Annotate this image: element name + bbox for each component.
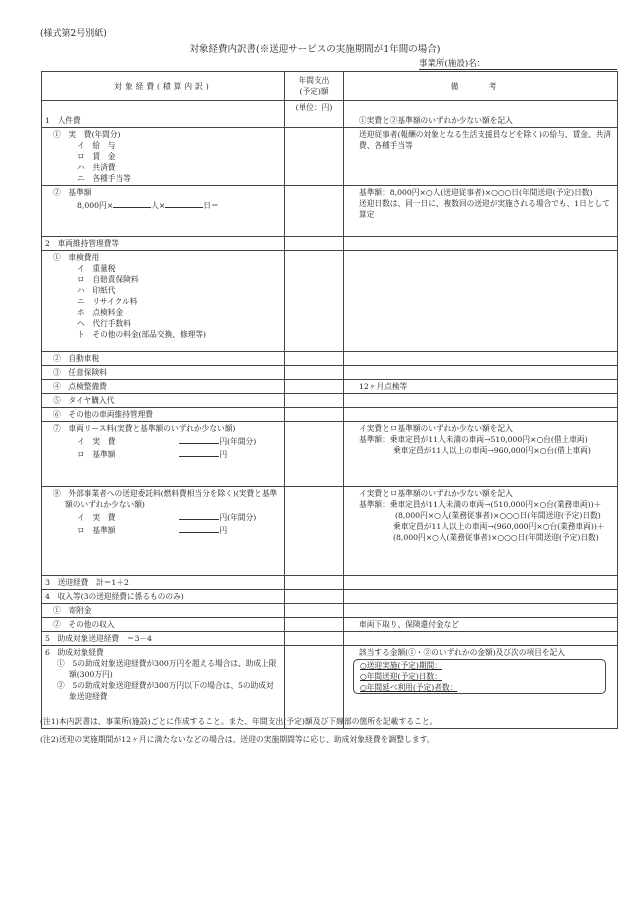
s2-item5-title: ⑤ タイヤ購入代 (53, 396, 115, 405)
form-label: (様式第2号別紙) (40, 29, 107, 39)
section-2-title: 2 車両維持管理費等 (45, 239, 120, 248)
section-4-item-1-row (42, 604, 618, 618)
s6-item2: ② 5の助成対象送迎経費が300万円以下の場合は、5の助成対象送迎経費 (57, 681, 274, 701)
s1-item2-title: ② 基準額 (53, 188, 92, 197)
s6-bracket-users[interactable]: ○年間延べ利用(予定)者数： (360, 683, 458, 692)
section-1-remark: ①実費と②基準額のいずれか少ない額を記入 (359, 116, 513, 125)
s2-item8-remark-1: イ実費とロ基準額のいずれか少ない額を記入 (359, 489, 513, 498)
s2-item8-sub-b: ロ 基準額 円 (45, 523, 281, 536)
office-name-label: 事業所(施設)名： (419, 59, 486, 69)
s2-item7-sub-a: イ 実 費 円(年間分) (45, 434, 281, 447)
days-blank[interactable] (165, 198, 203, 208)
s2-item7-standard-blank[interactable] (179, 447, 219, 457)
s2-item7-amount[interactable] (285, 422, 344, 487)
s2-item7-actual-blank[interactable] (179, 434, 219, 444)
header-items: 対象経費(積算内訳) (114, 81, 212, 91)
s6-remark: 該当する金額(①・②のいずれかの金額)及び次の項目を記入 (359, 648, 565, 657)
s2-item1-sub-7: ト その他の料金(部品交換、修理等) (77, 330, 206, 339)
s1-item1-sub-2: ロ 賃 金 (77, 152, 116, 161)
s2-item1-sub-2: ロ 自賠責保険料 (77, 275, 139, 284)
note-2: (注2)送迎の実施期間が12ヶ月に満たないなどの場合は、送迎の実施期間等に応じ、助成対象経費を調整します。 (40, 735, 435, 744)
s2-item1-sub-5: ホ 点検料金 (77, 308, 124, 317)
section-2-item-4-row (42, 380, 618, 394)
s2-item7-remark-2: 基準額：乗車定員が11人未満の車両→510,000円×○台(借上車両) (359, 435, 588, 444)
s1-item1-sub-4: ニ 各種手当等 (77, 174, 131, 183)
section-6-title: 6 助成対象経費 (45, 648, 104, 657)
s5-amount[interactable] (285, 632, 344, 646)
header-amount-line1: 年間支出 (298, 76, 330, 85)
table-header-row (42, 72, 618, 101)
section-5-row (42, 632, 618, 646)
section-2-item-7-row (42, 422, 618, 487)
s4-item2-amount[interactable] (285, 618, 344, 632)
s2-item3-amount[interactable] (285, 366, 344, 380)
s2-item7-title: ⑦ 車両リース料(実費と基準額のいずれか少ない額) (53, 424, 236, 433)
s2-item6-amount[interactable] (285, 408, 344, 422)
s2-item1-amount[interactable] (285, 251, 344, 352)
s1-item2-amount[interactable] (285, 186, 344, 237)
s2-item5-amount[interactable] (285, 394, 344, 408)
s6-item1: ① 5の助成対象送迎経費が300万円を超える場合は、助成上限額(300万円) (57, 659, 277, 679)
s2-item1-sub-1: イ 重量税 (77, 264, 116, 273)
s2-item1-sub-4: ニ リサイクル料 (77, 297, 138, 306)
s4-item1-title: ① 寄附金 (53, 606, 92, 615)
s1-item2-remark-1: 基準額：8,000円×○人(送迎従事者)×○○○日(年間送迎(予定)日数) (359, 188, 593, 197)
s6-bracket-period[interactable]: ○送迎実施(予定)期間： (360, 661, 442, 670)
s2-item4-title: ④ 点検整備費 (53, 382, 107, 391)
cost-breakdown-table (41, 71, 618, 729)
s2-item8-actual-blank[interactable] (179, 510, 219, 520)
header-remarks: 備 考 (450, 81, 511, 91)
s2-item2-amount[interactable] (285, 352, 344, 366)
section-1-row (42, 101, 618, 128)
document-title: 対象経費内訳書(※送迎サービスの実施期間が1年間の場合) (189, 44, 441, 55)
section-2-item-2-row (42, 352, 618, 366)
s1-item1-sub-3: ハ 共済費 (77, 163, 116, 172)
section-1-item-2-row (42, 186, 618, 237)
s1-item1-title: ① 実 費(年間分) (53, 130, 121, 139)
section-2-item-6-row (42, 408, 618, 422)
unit-label: (単位：円) (295, 103, 333, 112)
s4-item2-remark: 車両下取り、保険還付金など (359, 620, 459, 629)
s2-item7-remark-3: 乗車定員が11人以上の車両→960,000円×○台(借上車両) (393, 446, 591, 455)
s2-item1-sub-3: ハ 印紙代 (77, 286, 116, 295)
section-2-item-5-row (42, 394, 618, 408)
s1-item1-remark: 送迎従事者(報酬の対象となる生活支援員などを除く)の給与、賃金、共済費、各種手当等 (359, 130, 612, 150)
s6-bracket-box (353, 659, 606, 694)
section-4-item-2-row (42, 618, 618, 632)
section-5-title: 5 助成対象送迎経費 ＝3－4 (45, 634, 152, 643)
s4-item1-amount[interactable] (285, 604, 344, 618)
s1-item1-amount[interactable] (285, 128, 344, 186)
s2-item8-remark-2: 基準額：乗車定員が11人未満の車両→(510,000円×○台(業務車両))＋(8,000円×○人(業務従事者)×○○○日(年間送迎(予定)日数) (359, 500, 602, 520)
s2-item1-title: ① 車検費用 (53, 253, 100, 262)
s2-item4-remark: 12ヶ月点検等 (359, 382, 408, 391)
s2-item4-amount[interactable] (285, 380, 344, 394)
s3-amount[interactable] (285, 576, 344, 590)
section-1-title: 1 人件費 (45, 116, 81, 125)
s2-item7-remark-1: イ実費とロ基準額のいずれか少ない額を記入 (359, 424, 513, 433)
s6-bracket-days[interactable]: ○年間送迎(予定)日数： (360, 672, 442, 681)
persons-blank[interactable] (113, 198, 151, 208)
s2-item3-title: ③ 任意保険料 (53, 368, 107, 377)
office-name-field[interactable] (419, 69, 617, 70)
section-3-row (42, 576, 618, 590)
section-2-row (42, 237, 618, 251)
s2-item2-title: ② 自動車税 (53, 354, 100, 363)
s2-item8-remark-3: 乗車定員が11人以上の車両→(960,000円×○台(業務車両))＋(8,000円×○人(業務従事者)×○○○日(年間送迎(予定)日数) (393, 522, 605, 542)
s2-item8-sub-a: イ 実 費 円(年間分) (45, 510, 281, 523)
section-4-row (42, 590, 618, 604)
s4-item2-title: ② その他の収入 (53, 620, 115, 629)
s2-item1-sub-6: ヘ 代行手数料 (77, 319, 131, 328)
s2-item6-title: ⑥ その他の車両維持管理費 (53, 410, 153, 419)
note-1: (注1)本内訳書は、事業所(施設)ごとに作成すること。また、年間支出(予定)額及び下線部の箇所を記載すること。 (40, 717, 438, 726)
section-1-item-1-row (42, 128, 618, 186)
s2-item8-standard-blank[interactable] (179, 523, 219, 533)
s2-item7-sub-b: ロ 基準額 円 (45, 447, 281, 460)
section-3-title: 3 送迎経費 計＝1＋2 (45, 578, 129, 587)
s2-item8-amount[interactable] (285, 487, 344, 576)
section-2-item-8-row (42, 487, 618, 576)
s1-item2-remark-2: 送迎日数は、同一日に、複数回の送迎が実施される場合でも、1日として算定 (359, 199, 610, 219)
section-2-item-3-row (42, 366, 618, 380)
section-2-item-1-row (42, 251, 618, 352)
s2-item8-title: ⑧ 外部事業者への送迎委託料(燃料費相当分を除く)(実費と基準額のいずれか少ない額) (53, 489, 278, 509)
section-4-title: 4 収入等(3の送迎経費に係るもののみ) (45, 592, 184, 601)
header-amount-line2: (予定)額 (299, 87, 329, 96)
s1-item2-formula: 8,000円× 人× 日＝ (45, 198, 281, 211)
s1-item1-sub-1: イ 給 与 (77, 141, 116, 150)
